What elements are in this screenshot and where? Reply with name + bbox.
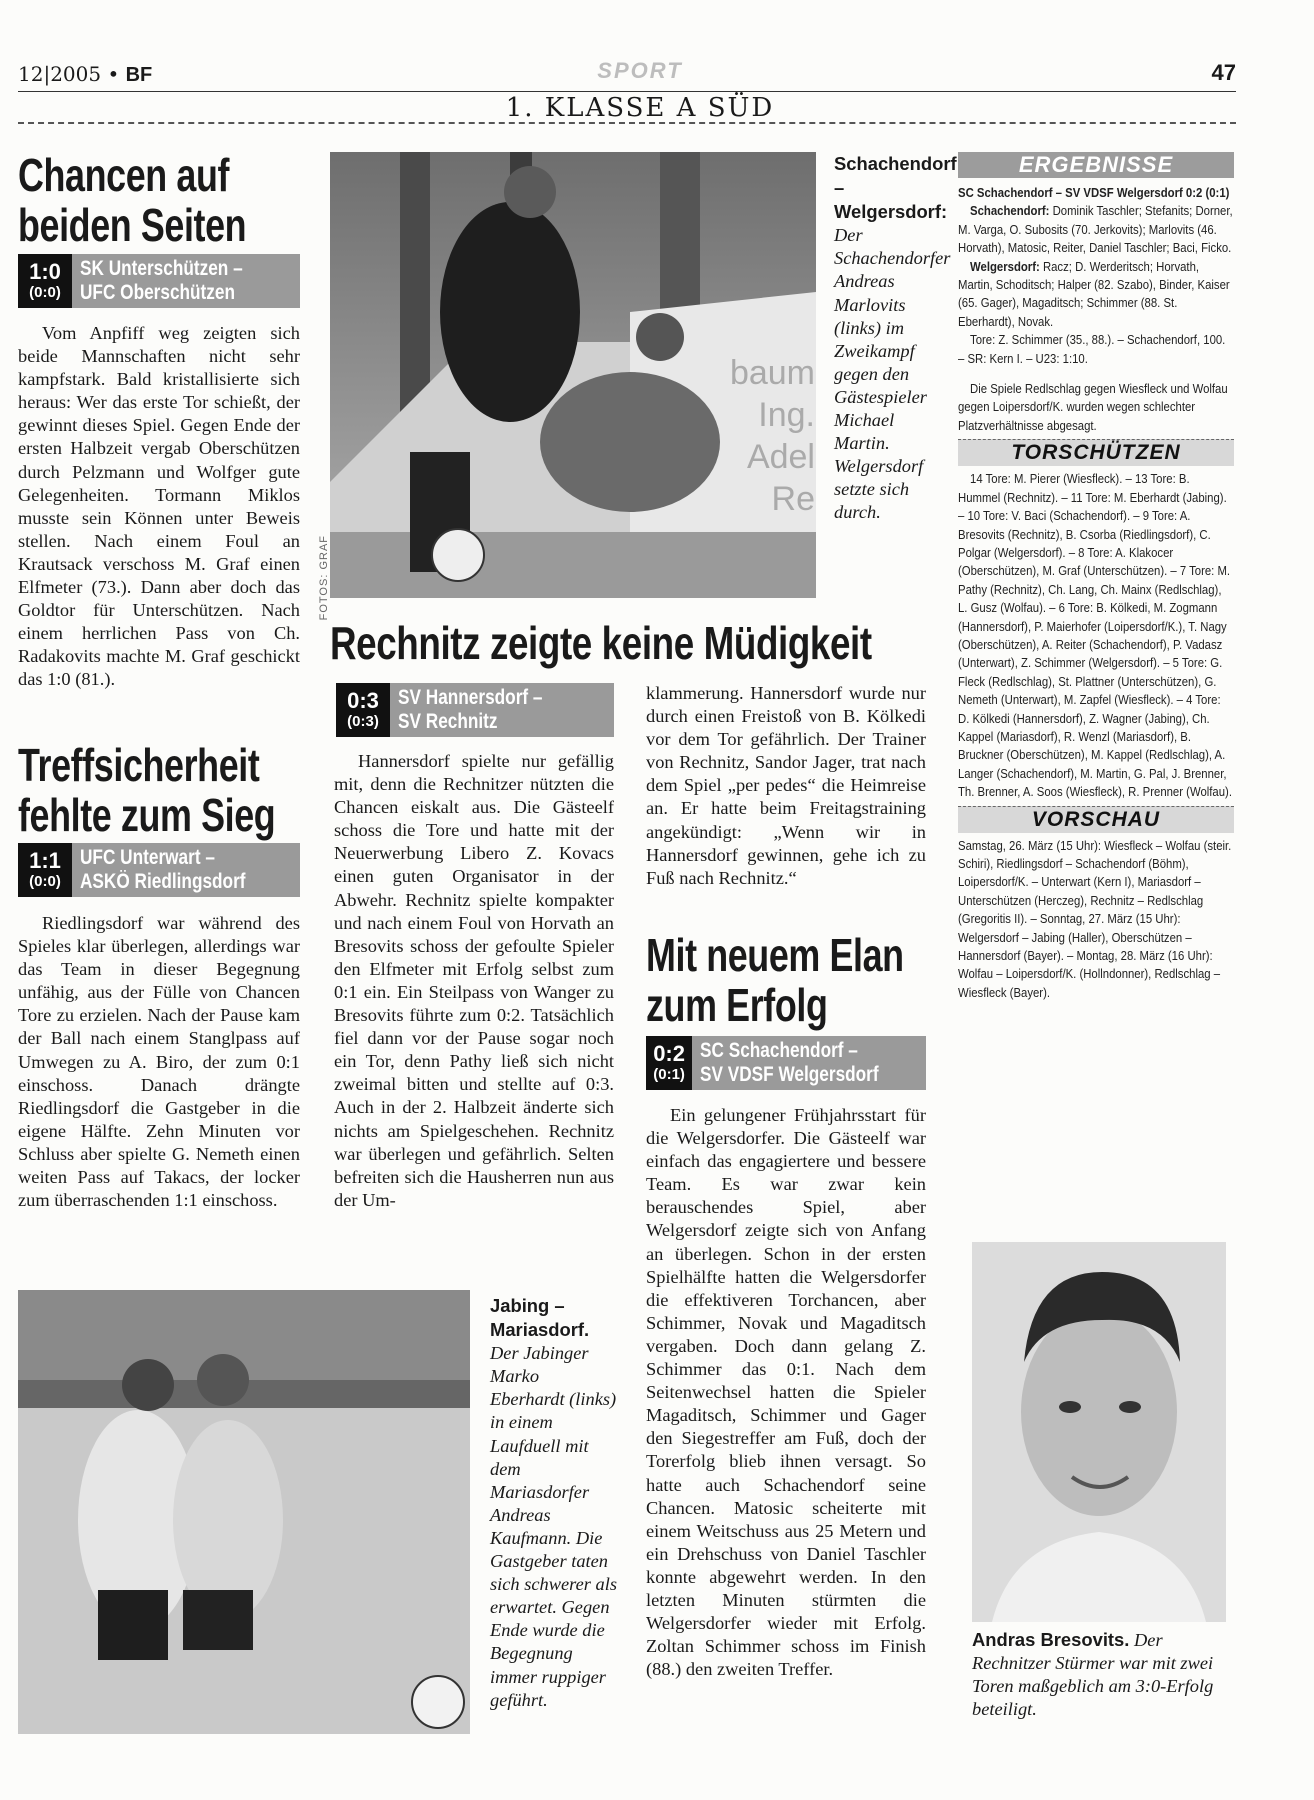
article4-text: Ein gelungener Frühjahrsstart für die Welgersdorfer. Die Gästeelf war einfach das engagiertere und bessere Team. Es war zwar kein berauschendes Spiel, aber Welgersdorf zeigte sich von Anfang an überlegen. Schon in der ersten Spielhälfte hatten die Welgersdorfer die effektiveren Torchancen, aber Schimmer, Novak und Magaditsch vergaben. Doch dann gelang Z. Schimmer das 0:1. Nach dem Seitenwechsel hatten die Spieler Magaditsch, Schimmer und Gager den Siegestreffer am Fuß, doch der Torerfolg blieb ihnen versagt. So hatte auch Schachendorf seine Chancen. Matosic scheiterte mit einem Weitschuss aus 25 Metern und ein Drehschuss von Daniel Taschler konnte abgewehrt werden. In den letzten Minuten stürmten die Welgersdorfer wieder mit Erfolg. Zoltan Schimmer schoss im Finish (88.) den zweiten Treffer. bbox=[646, 1105, 926, 1680]
portrait-caption: Andras Bresovits. Der Rechnitzer Stürmer war mit zwei Toren maßgeblich am 3:0-Erfolg beteiligt. bbox=[972, 1629, 1214, 1720]
dashed-divider bbox=[18, 122, 1236, 124]
article2-team1: UFC Unterwart – bbox=[80, 846, 215, 869]
article2-text: Riedlingsdorf war während des Spieles klar überlegen, allerdings war das Team in dieser Begegnung unfähig, aus der Fülle von Chancen Tore zu erzielen. Nach der Pause kam der Ball nach einem Stanglpass auf Umwegen zu A. Biro, der zum 0:1 einschoss. Danach drängte Riedlingsdorf die Gastgeber in die eigene Hälfte. Zehn Minuten vor Schluss aber spielte G. Nemeth einen weiten Pass auf Takacs, der locker zum überraschenden 1:1 einschoss. bbox=[18, 913, 300, 1211]
match-photo-jabing bbox=[18, 1290, 470, 1734]
article4-score: 0:2 bbox=[653, 1041, 685, 1066]
article3-text-col2: klammerung. Hannersdorf wurde nur durch einen Freistoß von B. Kölkedi vor dem Tor gefährlich. Der Trainer von Rechnitz, Sandor Jager, trat nach dem Spiel „per pedes“ die Heimreise an. Er hatte beim Freitagstraining angekündigt: „Wenn wir in Hannersdorf gewinnen, gehe ich zu Fuß nach Rechnitz.“ bbox=[646, 683, 926, 888]
match-photo-schachendorf bbox=[330, 152, 816, 598]
result-match: SC Schachendorf – SV VDSF Welgersdorf 0:2 (0:1) bbox=[958, 185, 1230, 200]
torschuetzen-title: TORSCHÜTZEN bbox=[958, 439, 1234, 466]
article4-team1: SC Schachendorf – bbox=[700, 1039, 859, 1062]
article4-team2: SV VDSF Welgersdorf bbox=[700, 1063, 879, 1086]
article1-team2: UFC Oberschützen bbox=[80, 281, 236, 304]
article2-halftime: (0:0) bbox=[29, 873, 61, 890]
issue-label: 12|2005 • BF bbox=[18, 62, 153, 86]
photo2-caption: Jabing – Mariasdorf. Der Jabinger Marko Eberhardt (links) in einem Laufduell mit dem Mariasdorfer Andreas Kaufmann. Die Gastgeber taten sich schwerer als erwartet. Gegen Ende wurde die Begegnung immer ruppiger geführt. bbox=[490, 1295, 618, 1710]
photo-credit: FOTOS: GRAF bbox=[318, 535, 330, 621]
lineup-welgersdorf: Welgersdorf: Racz; D. Werderitsch; Horvath, Martin, Schoditsch; Halper (82. Szabo), Binder, Kaiser (65. Gager), Magaditsch; Schimmer (88. St. Eberhardt), Novak. bbox=[958, 258, 1230, 329]
sponsor-sign: baum Ing. Adel Re bbox=[729, 354, 815, 518]
article1-headline: Chancen auf beiden Seiten bbox=[18, 149, 247, 251]
article2-score: 1:1 bbox=[29, 848, 61, 873]
photo2-illustration bbox=[18, 1290, 470, 1734]
article1-score: 1:0 bbox=[29, 259, 61, 284]
article2-team2: ASKÖ Riedlingsdorf bbox=[80, 870, 246, 893]
article3-team1: SV Hannersdorf – bbox=[398, 686, 543, 709]
vorschau-list: Samstag, 26. März (15 Uhr): Wiesfleck – Wolfau (steir. Schiri), Riedlingsdorf – Schachendorf (Böhm), Loipersdorf/K. – Unterwart (Kern I), Mariasdorf – Unterschützen (Herczeg), Rechnitz – Redlschlag (Gregoritis II). – Sonntag, 27. März (15 Uhr): Welgersdorf – Jabing (Haller), Oberschützen – Hannersdorf (Bayer). – Montag, 28. März (16 Uhr): Wolfau – Loipersdorf/K. (Hollndonner), Redlschlag – Wiesfleck (Bayer). bbox=[958, 837, 1232, 1000]
cancelled-note: Die Spiele Redlschlag gegen Wiesfleck und Wolfau gegen Loipersdorf/K. wurden wegen schlechter Platzverhältnisse abgesagt. bbox=[958, 381, 1228, 433]
lineup-schachendorf: Schachendorf: Dominik Taschler; Stefanits; Dorner, M. Varga, O. Subosits (70. Jerkovits); Marlovits (46. Horvath), Matosic, Reiter, Daniel Taschler; Baci, Ficko. bbox=[958, 203, 1233, 256]
header-rule bbox=[18, 91, 1236, 92]
article3-team2: SV Rechnitz bbox=[398, 710, 498, 733]
article1-halftime: (0:0) bbox=[29, 284, 61, 301]
brand-label: BF bbox=[125, 64, 153, 86]
article3-score: 0:3 bbox=[347, 688, 379, 713]
article4-scorebox bbox=[646, 1036, 926, 1090]
article4-headline: Mit neuem Elan zum Erfolg bbox=[646, 929, 904, 1031]
result-details: Tore: Z. Schimmer (35., 88.). – Schachendorf, 100. – SR: Kern I. – U23: 1:10. bbox=[958, 332, 1226, 366]
article1-scorebox bbox=[18, 254, 300, 308]
portrait-photo bbox=[972, 1242, 1226, 1622]
vorschau-title: VORSCHAU bbox=[958, 806, 1234, 833]
section-label: SPORT bbox=[597, 58, 683, 83]
league-title: 1. KLASSE A SÜD bbox=[505, 93, 775, 123]
article3-scorebox bbox=[336, 683, 614, 737]
article2-scorebox bbox=[18, 843, 300, 897]
article1-team1: SK Unterschützen – bbox=[80, 257, 243, 280]
sidebar bbox=[958, 152, 1234, 1002]
article3-headline: Rechnitz zeigte keine Müdigkeit bbox=[330, 617, 872, 669]
article3-text-col1: Hannersdorf spielte nur gefällig mit, denn die Rechnitzer nützten die Chancen eiskalt aus. Die Gästeelf schoss die Tore und hatte mit der Neuerwerbung Libero Z. Kovacs einen guten Organisator in der Abwehr. Rechnitz spielte kompakter und nach einem Foul von Horvath an Bresovits schoss der gefoulte Spieler den Elfmeter mit Erfolg selbst zum 0:1 ein. Ein Steilpass von Wanger zu Bresovits führte zum 0:2. Tatsächlich fiel dann vor der Pause sogar noch ein Tor, denn Pathy ließ sich nicht zweimal bitten und stellte auf 0:3. Auch in der 2. Halbzeit änderte sich nichts am Spielgeschehen. Rechnitz war überlegen und gefährlich. Selten befreiten sich die Hausherren nun aus der Um- bbox=[334, 751, 614, 1210]
article1-text: Vom Anpfiff weg zeigten sich beide Mannschaften nicht sehr kampfstark. Bald kristallisierte sich heraus: Wer das erste Tor schießt, der gewinnt dieses Spiel. Gegen Ende der ersten Halbzeit vergab Oberschützen durch Pelzmann und Wolfger gute Gelegenheiten. Tormann Miklos musste sein Können unter Beweis stellen. Nach einem Foul an Krautsack verschoss M. Graf einen Elfmeter (73.). Dann aber doch das Goldtor für Unterschützen. Nach einem herrlichen Pass von Ch. Radakovits machte M. Graf geschickt das 1:0 (81.). bbox=[18, 323, 300, 690]
page-number: 47 bbox=[1211, 60, 1236, 85]
article2-headline: Treffsicherheit fehlte zum Sieg bbox=[18, 739, 276, 841]
article4-halftime: (0:1) bbox=[653, 1066, 685, 1083]
torschuetzen-list: 14 Tore: M. Pierer (Wiesfleck). – 13 Tore: B. Hummel (Rechnitz). – 11 Tore: M. Eberhardt (Jabing). – 10 Tore: V. Baci (Schachendorf). – 9 Tore: A. Bresovits (Rechnitz), B. Csorba (Riedlingsdorf), C. Polgar (Welgersdorf). – 8 Tore: A. Klakocer (Oberschützen), M. Graf (Unterschützen). – 7 Tore: M. Pathy (Rechnitz), Ch. Lang, Ch. Mainx (Redlschlag), L. Gusz (Wolfau). – 6 Tore: B. Kölkedi, M. Zogmann (Hannersdorf), P. Maierhofer (Loipersdorf/K.), T. Nagy (Oberschützen), A. Reiter (Schachendorf), P. Vadasz (Unterwart), Z. Schimmer (Welgersdorf). – 5 Tore: G. Fleck (Redlschlag), St. Plattner (Unterschützen), G. Nemeth (Unterwart), M. Zapfel (Wiesfleck). – 4 Tore: D. Kölkedi (Hannersdorf), Z. Wagner (Jabing), Ch. Kappel (Mariasdorf), R. Wenzl (Mariasdorf), B. Bruckner (Oberschützen), M. Kappel (Redlschlag), A. Langer (Schachendorf), M. Martin, G. Pal, J. Brenner, Th. Brenner, A. Soos (Wiesfleck), R. Prenner (Wolfau). bbox=[958, 471, 1232, 800]
photo1-caption: Schachendorf – Welgersdorf: Der Schachendorfer Andreas Marlovits (links) im Zweikampf gegen den Gästespieler Michael Martin. Welgersdorf setzte sich durch. bbox=[834, 153, 957, 523]
portrait-illustration bbox=[972, 1242, 1226, 1622]
article3-halftime: (0:3) bbox=[347, 713, 379, 730]
ergebnisse-title: ERGEBNISSE bbox=[958, 152, 1234, 178]
